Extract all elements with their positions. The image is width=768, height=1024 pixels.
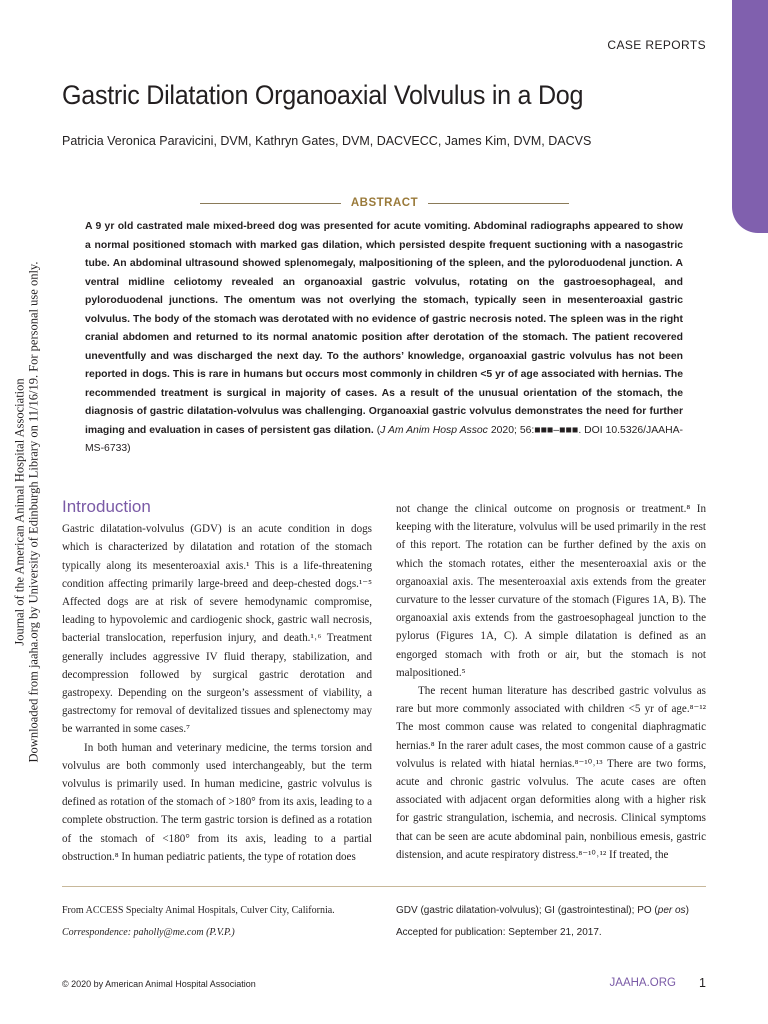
citation-details: 2020; 56:■■■–■■■. DOI 10.5326/JAAHA-MS-6733): [85, 424, 683, 454]
side-color-tab: [732, 0, 768, 233]
download-note-source: Downloaded from jaaha.org by University of Edinburgh Library on 11/16/19. For personal use only.: [26, 261, 41, 763]
footnote-divider: [62, 886, 706, 887]
journal-site-link[interactable]: JAAHA.ORG: [609, 977, 676, 989]
abstract-rule-left: [200, 203, 341, 204]
abstract-rule-right: [428, 203, 569, 204]
download-note-journal: Journal of the American Animal Hospital Association: [12, 378, 27, 646]
accepted-note: Accepted for publication: September 21, 2017.: [396, 927, 602, 938]
article-title: Gastric Dilatation Organoaxial Volvulus in a Dog: [62, 80, 584, 110]
affiliation-note: From ACCESS Specialty Animal Hospitals, Culver City, California.: [62, 905, 335, 916]
page-number: 1: [699, 976, 706, 990]
correspondence-note: Correspondence: paholly@me.com (P.V.P.): [62, 927, 235, 938]
abbreviations-italic: per os: [657, 905, 686, 916]
abbreviations-close: ): [685, 905, 689, 916]
citation-prefix: (: [373, 424, 381, 436]
footnotes-left: [62, 900, 382, 944]
abbreviations-text: GDV (gastric dilatation-volvulus); GI (gastrointestinal); PO (: [396, 905, 658, 916]
body-paragraph: not change the clinical outcome on prognosis or treatment.⁸ In keeping with the literature, volvulus will be used primarily in the rest of this report. The rotation can be further defined by the axis on which the stomach rotates, either the mesenteroaxial axis or the organoaxial axis. The mesenteroaxial axis extends from the greater curvature to the lesser curvature of the stomach (Figures 1A, B). The organoaxial axis extends from the gastroesophageal junction to the pylorus (Figures 1A, C). A simple dilatation is defined as an engorged stomach with froth or air, but the stomach is not malpositioned.⁵: [396, 503, 706, 679]
abbreviations-note: [396, 900, 716, 922]
body-paragraph: In both human and veterinary medicine, the terms torsion and volvulus are both commonly used interchangeably, but the term volvulus is primarily used. In human medicine, gastric volvulus is defined as rotation of the stomach of >180° from its axis, leading to a complete obstruction. The term gastric torsion is defined as a rotation of the stomach of <180° from its axis, leading to a partial obstruction.⁸ In human pediatric patients, the type of rotation does: [62, 741, 372, 863]
copyright-notice: © 2020 by American Animal Hospital Association: [62, 979, 256, 989]
footnotes-right: [396, 900, 716, 944]
abstract-text: A 9 yr old castrated male mixed-breed dog was presented for acute vomiting. Abdominal radiographs appeared to show a normal positioned stomach with marked gas dilation, which persisted despite frequent suctioning with a nasogastric tube. An abdominal ultrasound showed splenomegaly, malpositioning of the spleen, and the pyloroduodenal junction. A ventral midline celiotomy revealed an organoaxial gastric volvulus, rotating on the gastroesophageal, and pyloroduodenal junctions. The omentum was not overlying the stomach, typically seen in mesenteroaxial gastric volvulus. The body of the stomach was derotated with no evidence of gastric necrosis noted. The spleen was in the right cranial abdomen and returned to its normal anatomic position after derotation of the stomach. The patient recovered uneventfully and was discharged the next day. To the authors’ knowledge, organoaxial gastric volvulus has not been reported in dogs. This is rare in humans but occurs most commonly in children <5 yr of age associated with hernias. The recommended treatment is surgical in majority of cases. As a result of the unusual orientation of the stomach, the diagnosis of gastric dilatation-volvulus was challenging. Organoaxial gastric volvulus demonstrates the need for further imaging and evaluation in cases of persistent gas dilation.: [85, 221, 683, 436]
abstract-heading: [200, 195, 569, 211]
body-column-left: [62, 498, 372, 866]
download-note: [8, 248, 44, 776]
body-paragraph: Gastric dilatation-volvulus (GDV) is an acute condition in dogs which is characterized by dilatation and rotation of the stomach typically along its mesenteroaxial axis.¹ This is a life-threatening condition affecting primarily large-breed and deep-chested dogs.¹⁻⁵ Affected dogs are at risk of severe hemodynamic compromise, leading to hypovolemic and cardiogenic shock, gastric wall necrosis, bacterial translocation, reperfusion injury, and death.¹˒⁶ Treatment generally includes aggressive IV fluid therapy, stabilization, and decompression followed by surgical gastric derotation and gastropexy. Depending on the surgeon’s assessment of viability, a gastrectomy for removal of devitalized tissues and splenectomy may be warranted in some cases.⁷: [62, 523, 372, 736]
abstract-heading-label: ABSTRACT: [350, 197, 419, 209]
author-list: Patricia Veronica Paravicini, DVM, Kathryn Gates, DVM, DACVECC, James Kim, DVM, DACVS: [62, 134, 592, 148]
body-column-right: [396, 500, 706, 864]
introduction-heading: Introduction: [62, 497, 151, 516]
section-label: CASE REPORTS: [607, 38, 706, 52]
citation-journal: J Am Anim Hosp Assoc: [380, 424, 488, 436]
abstract-body: [85, 218, 683, 459]
body-paragraph: The recent human literature has described gastric volvulus as rare but more commonly associated with children <5 yr of age.⁸⁻¹² The most common cause was related to congenital diaphragmatic hernias.⁸ In the rarer adult cases, the most common cause of a gastric volvulus is related with hiatal hernias.⁸⁻¹⁰˒¹³ There are two forms, acute and chronic gastric volvulus. The acute cases are often associated with adjacent organ deformities along with a higher risk for gastric strangulation, ischemia, and necrosis. Clinical symptoms that can be seen are acute abdominal pain, nonbilious emesis, gastric distension, and acute respiratory distress.⁸⁻¹⁰˒¹² If treated, the: [396, 685, 706, 861]
